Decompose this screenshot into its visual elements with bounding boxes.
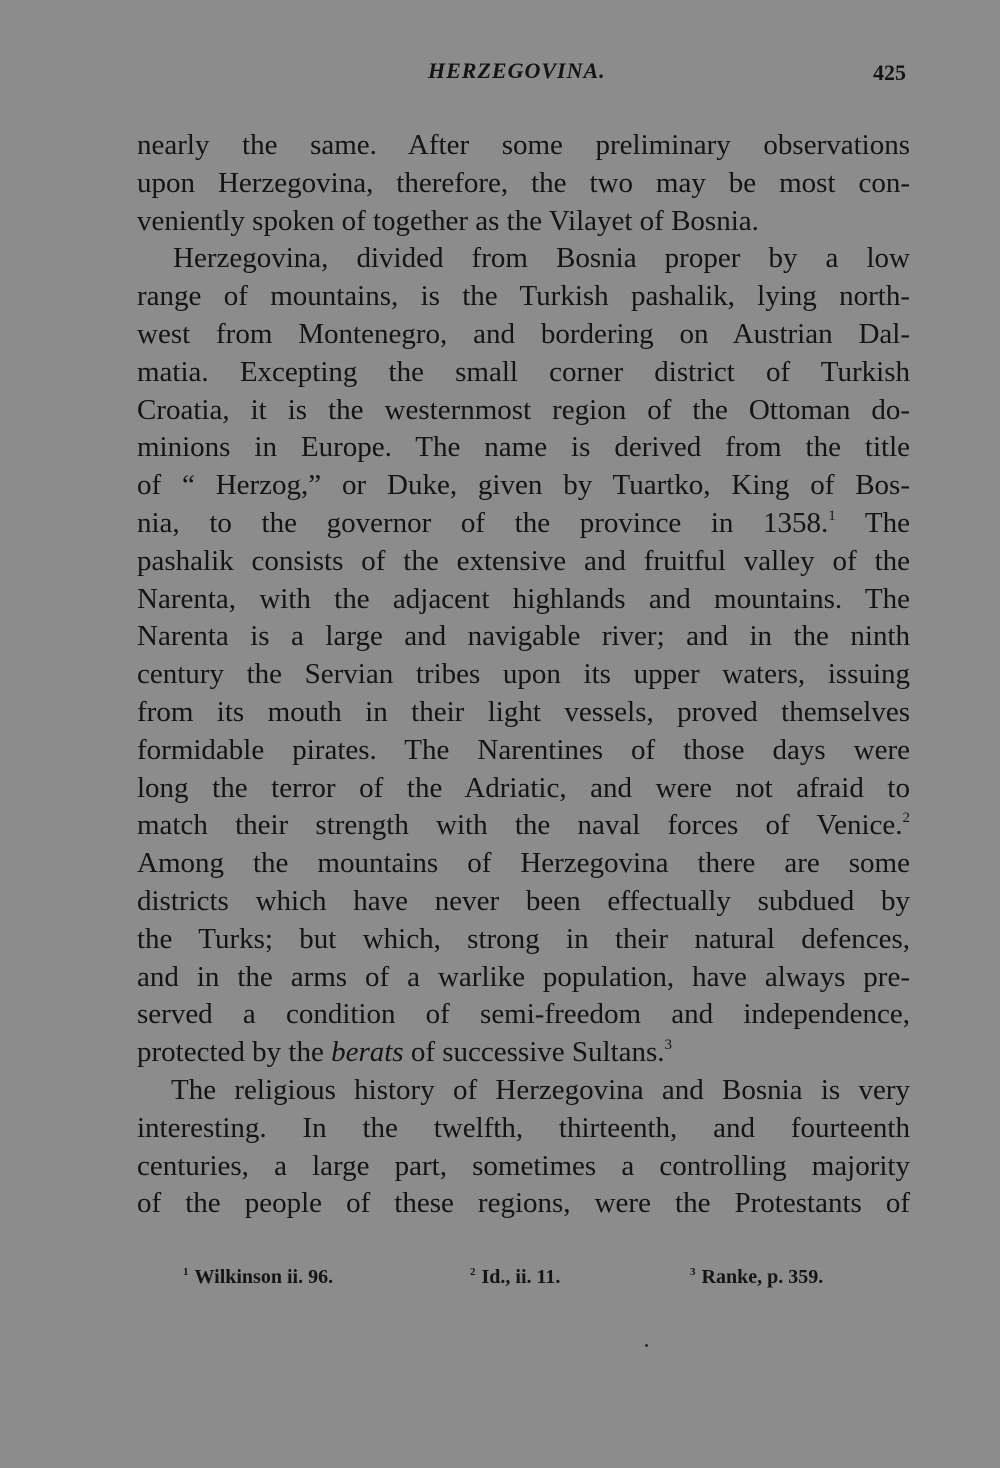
text-line [137,505,910,543]
text-line: west from Montenegro, and bordering on Austrian Dal- [137,317,910,350]
text-line: of the people of these regions, were the Protestants of [137,1187,910,1220]
text-line: range of mountains, is the Turkish pashalik, lying north- [137,280,910,313]
footnote-mark: 3 [690,1266,696,1278]
footnote [470,1266,560,1289]
text-line: the Turks; but which, strong in their natural defences, [137,922,910,955]
text-line: century the Servian tribes upon its upper waters, issuing [137,658,910,691]
text-line: pashalik consists of the extensive and fruitful valley of the [137,544,910,577]
footnote-mark: 1 [183,1266,189,1278]
text-line: from its mouth in their light vessels, proved themselves [137,695,910,728]
footnotes [0,1266,1000,1300]
text-line: Among the mountains of Herzegovina there are some [137,847,910,880]
text-line: minions in Europe. The name is derived from the title [137,431,910,464]
text-line: served a condition of semi-freedom and independence, [137,998,910,1031]
text-line: districts which have never been effectually subdued by [137,884,910,917]
footnote [183,1266,333,1289]
text-line-part: of successive Sultans. [410,1036,665,1069]
footnote-text: Wilkinson ii. 96. [194,1266,334,1288]
text-line [137,1034,910,1072]
text-line-part: protected by the [137,1036,324,1069]
footnote-mark: 2 [470,1266,476,1278]
text-line: The religious history of Herzegovina and Bosnia is very [171,1073,910,1106]
text-line-part: match their strength with the naval forces of Venice. [137,809,903,842]
footnote [690,1266,823,1289]
text-line: centuries, a large part, sometimes a controlling majority [137,1149,910,1182]
note-ref: 1 [828,507,836,524]
text-line-part: The [864,506,911,539]
text-line: interesting. In the twelfth, thirteenth, and fourteenth [137,1111,910,1144]
text-line: Narenta is a large and navigable river; and in the ninth [137,620,910,653]
text-line-part: nia, to the governor of the province in 1358. [137,506,829,539]
italic-word: berats [331,1036,404,1069]
text-line: upon Herzegovina, therefore, the two may be most con- [137,166,910,199]
text-line: Herzegovina, divided from Bosnia proper by a low [173,242,910,275]
text-line: matia. Excepting the small corner district of Turkish [137,355,910,388]
text-line: and in the arms of a warlike population, have always pre- [137,960,910,993]
text-line: of “ Herzog,” or Duke, given by Tuartko, King of Bos- [137,469,910,502]
page-number: 425 [873,60,906,85]
text-line: formidable pirates. The Narentines of those days were [137,733,910,766]
body-text [137,127,910,1223]
ink-speck [645,1344,648,1347]
running-title: HERZEGOVINA. [428,58,606,83]
text-line: Narenta, with the adjacent highlands and mountains. The [137,582,910,615]
text-line [137,807,910,845]
footnote-text: Ranke, p. 359. [701,1266,824,1288]
note-ref: 3 [664,1037,673,1054]
text-line: long the terror of the Adriatic, and were not afraid to [137,771,910,804]
text-line: nearly the same. After some preliminary observations [137,129,910,161]
footnote-text: Id., ii. 11. [481,1266,561,1288]
text-line: veniently spoken of together as the Vilayet of Bosnia. [137,204,759,237]
text-line: Croatia, it is the westernmost region of the Ottoman do- [137,393,910,426]
running-head [0,58,1000,92]
note-ref: 2 [902,810,910,827]
